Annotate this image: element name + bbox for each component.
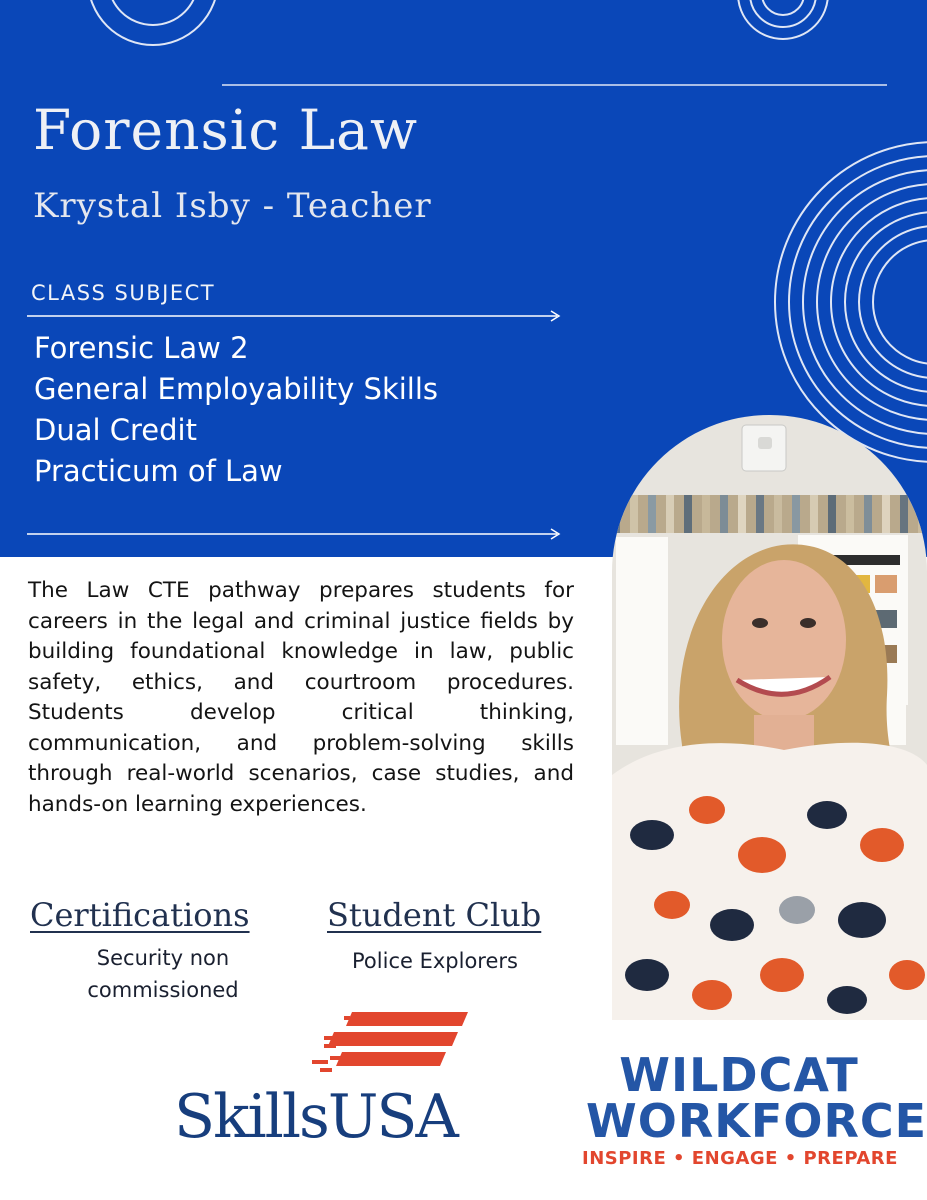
- wildcat-tagline: INSPIRE • ENGAGE • PREPARE: [582, 1148, 898, 1169]
- page-title: Forensic Law: [33, 98, 419, 162]
- arrow-divider-bottom: [27, 527, 567, 541]
- teacher-name: Krystal Isby - Teacher: [33, 186, 432, 226]
- class-subject-list: [34, 328, 438, 492]
- student-club-value: Police Explorers: [352, 949, 518, 973]
- skillsusa-flag-icon: [174, 1008, 474, 1088]
- subject-item: Forensic Law 2: [34, 331, 249, 365]
- subject-item: Practicum of Law: [34, 454, 283, 488]
- workforce-wordmark: WORKFORCE: [586, 1094, 927, 1148]
- teacher-photo: [612, 415, 927, 1020]
- student-club-heading: Student Club: [327, 896, 542, 934]
- skillsusa-wordmark: SkillsUSA: [174, 1082, 457, 1152]
- skillsusa-logo: [174, 1008, 474, 1168]
- certifications-value: Security non commissioned: [87, 946, 239, 1002]
- subject-item: Dual Credit: [34, 413, 197, 447]
- certifications-heading: Certifications: [30, 896, 250, 934]
- class-subject-label: CLASS SUBJECT: [31, 281, 216, 305]
- wildcat-workforce-logo: [582, 1048, 927, 1170]
- pathway-description: The Law CTE pathway prepares students for careers in the legal and criminal justice fields by building foundational knowledge in law, public safety, ethics, and courtroom procedures. Students develop critical thinking, communication, and problem-solving skills through real-world scenarios, case studies, and hands-on learning experiences.: [28, 578, 574, 817]
- subject-item: General Employability Skills: [34, 372, 439, 406]
- wildcat-wordmark: WILDCAT: [619, 1048, 859, 1102]
- arrow-divider-top: [27, 309, 567, 323]
